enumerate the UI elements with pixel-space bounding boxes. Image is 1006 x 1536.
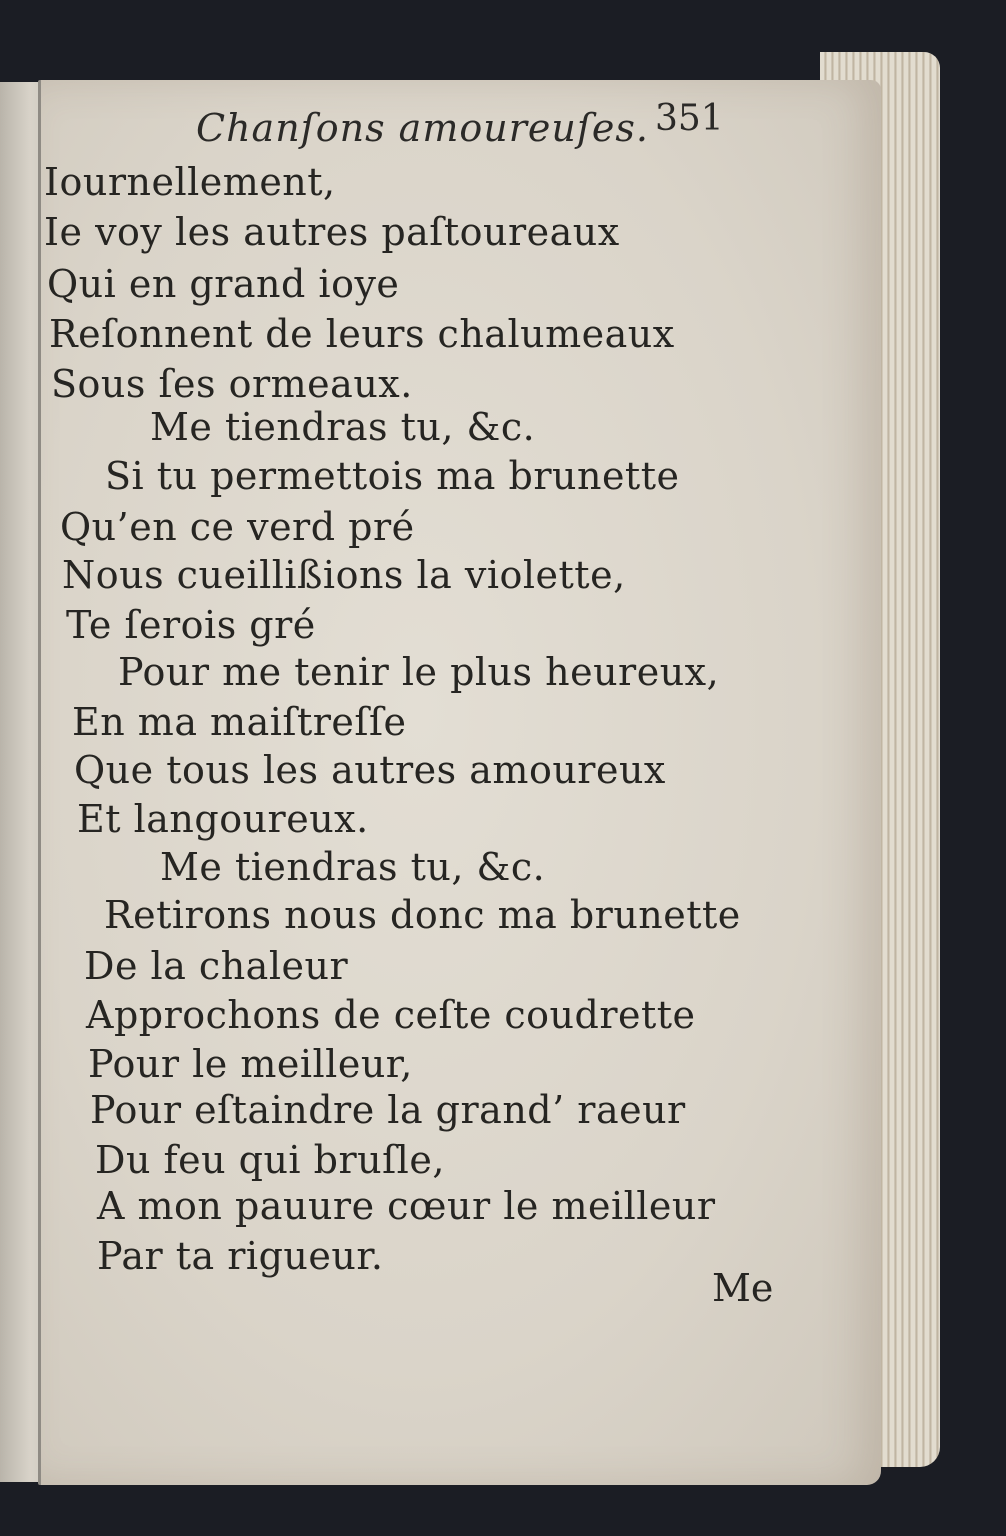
verse-line: Sous ſes ormeaux. xyxy=(51,362,413,406)
refrain-line: Me tiendras tu, &c. xyxy=(150,405,536,449)
verse-line: En ma maiſtreſſe xyxy=(72,700,407,744)
verse-line: Pour eſtaindre la grand’ raeur xyxy=(90,1088,686,1132)
verse-line: Qu’en ce verd pré xyxy=(60,505,415,549)
refrain-line: Me tiendras tu, &c. xyxy=(160,845,546,889)
verse-line: Nous cueillißions la violette, xyxy=(62,553,626,597)
verse-line: Ie voy les autres paſtoureaux xyxy=(44,210,620,254)
verse-line: Et langoureux. xyxy=(77,797,369,841)
verse-line: Si tu permettois ma brunette xyxy=(105,454,680,498)
verse-line: Qui en grand ioye xyxy=(47,262,400,306)
page-number: 351 xyxy=(655,98,724,139)
verse-line: Approchons de ceſte coudrette xyxy=(86,993,696,1037)
verse-line: De la chaleur xyxy=(84,944,349,988)
verse-line: Du feu qui bruſle, xyxy=(95,1138,445,1182)
verse-line: Que tous les autres amoureux xyxy=(74,748,666,792)
verse-line: Te ſerois gré xyxy=(66,603,316,647)
catchword: Me xyxy=(712,1266,774,1310)
verse-line: Par ta rigueur. xyxy=(97,1234,384,1278)
verse-line: Pour le meilleur, xyxy=(88,1042,413,1086)
verse-line: Iournellement, xyxy=(44,160,336,204)
verse-line: A mon pauure cœur le meilleur xyxy=(97,1184,716,1228)
verse-line: Pour me tenir le plus heureux, xyxy=(118,650,720,694)
verse-line: Reſonnent de leurs chalumeaux xyxy=(49,312,675,356)
running-head: Chanſons amoureuſes. xyxy=(196,106,649,150)
verse-line: Retirons nous donc ma brunette xyxy=(104,893,741,937)
